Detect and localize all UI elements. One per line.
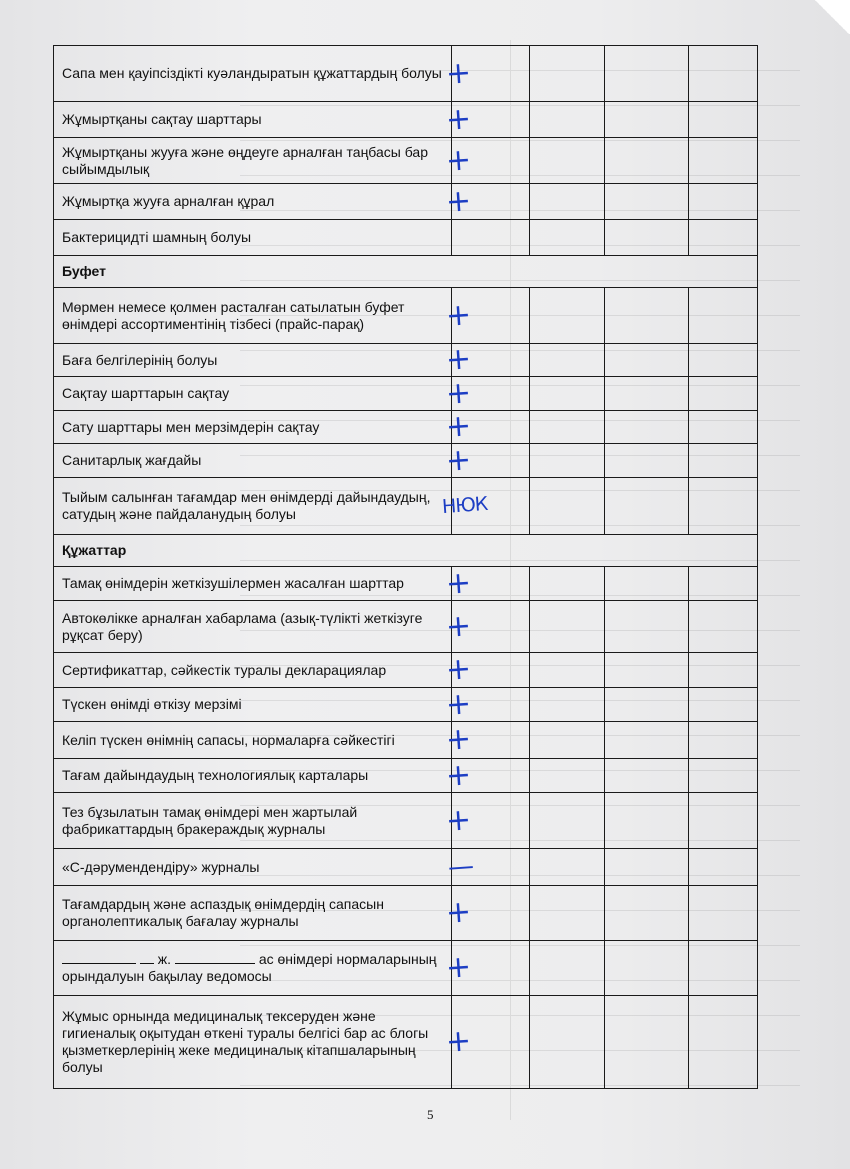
- section-header-row: [54, 535, 758, 567]
- row-label: Сату шарттары мен мерзімдерін сақтау: [54, 411, 452, 444]
- mark-cell: [452, 220, 530, 256]
- handwritten-mark: +: [444, 685, 473, 723]
- table-row: [54, 220, 758, 256]
- row-label: Жұмыртқа жууға арналған құрал: [54, 184, 452, 220]
- table-row: [54, 138, 758, 184]
- page-number: 5: [427, 1107, 434, 1122]
- section-header-row: [54, 256, 758, 288]
- blank-line: [175, 951, 255, 964]
- table-row: [54, 996, 758, 1089]
- table-row: [54, 849, 758, 886]
- table-row: [54, 102, 758, 138]
- mark-cell: [446, 849, 530, 886]
- row-label: Сақтау шарттарын сақтау: [54, 377, 452, 411]
- handwritten-mark: +: [444, 564, 473, 602]
- handwritten-mark: +: [444, 182, 473, 220]
- table-row: [54, 344, 758, 377]
- mark-cell: [444, 288, 530, 344]
- handwritten-mark: НЮК: [441, 492, 488, 519]
- folded-corner: [814, 0, 850, 34]
- handwritten-mark: +: [444, 296, 473, 334]
- row-label: Түскен өнімді өткізу мерзімі: [54, 688, 452, 722]
- row-label: Тез бұзылатын тамақ өнімдері мен жартылай фабрикаттардың бракераждық журналы: [54, 793, 452, 849]
- handwritten-mark: +: [444, 756, 473, 794]
- handwritten-mark: +: [444, 100, 473, 138]
- inspection-checklist-table: [53, 45, 758, 1089]
- mark-cell: [444, 46, 530, 102]
- row-label: [54, 941, 452, 996]
- mark-cell: [444, 756, 530, 794]
- mark-cell: [444, 564, 530, 602]
- blank-line: [140, 951, 154, 964]
- handwritten-mark: +: [444, 949, 473, 986]
- mark-cell: [444, 996, 530, 1089]
- row-label: Автокөлікке арналған хабарлама (азық-түлікті жеткізуге рұқсат беру): [54, 601, 452, 653]
- mark-cell: [444, 341, 530, 378]
- table-row: [54, 411, 758, 444]
- row-label: «С-дәрумендендіру» журналы: [54, 849, 452, 886]
- table-row: [54, 886, 758, 941]
- handwritten-mark: +: [444, 374, 473, 412]
- mark-cell: [444, 374, 530, 412]
- mark-cell: [444, 100, 530, 138]
- handwritten-mark: +: [444, 141, 473, 179]
- row-label: Жұмыртқаны сақтау шарттары: [54, 102, 452, 138]
- mark-cell: [441, 478, 530, 535]
- table-row: [54, 759, 758, 793]
- mark-cell: [444, 685, 530, 723]
- handwritten-mark: +: [444, 651, 473, 688]
- row-label: Тағам дайындаудың технологиялық карталары: [54, 759, 452, 793]
- table-row: [54, 688, 758, 722]
- table-row: [54, 377, 758, 411]
- handwritten-mark: +: [444, 801, 473, 839]
- table-row: [54, 653, 758, 688]
- mark-cell: [444, 721, 530, 759]
- handwritten-mark: +: [444, 54, 473, 92]
- table-row: [54, 478, 758, 535]
- row-label-part2: ас өнімдері нормаларының орындалуын бақылау ведомосы: [62, 951, 437, 984]
- handwritten-mark: —: [446, 851, 476, 883]
- handwritten-mark: +: [444, 894, 473, 931]
- mark-cell: [444, 182, 530, 220]
- table-row: [54, 567, 758, 601]
- table-row: [54, 46, 758, 102]
- handwritten-mark: +: [444, 341, 473, 378]
- mark-cell: [444, 601, 530, 653]
- table-row: [54, 941, 758, 996]
- section-title-bufet: Буфет: [54, 256, 758, 288]
- handwritten-mark: +: [444, 1023, 473, 1060]
- row-label: Сертификаттар, сәйкестік туралы декларациялар: [54, 653, 452, 688]
- table-row: [54, 288, 758, 344]
- mark-cell: [444, 886, 530, 941]
- row-label: Санитарлық жағдайы: [54, 444, 452, 478]
- row-label: Келіп түскен өнімнің сапасы, нормаларға сәйкестігі: [54, 722, 452, 759]
- table-row: [54, 722, 758, 759]
- row-label: Тағамдардың және аспаздық өнімдердің сапасын органолептикалық бағалау журналы: [54, 886, 452, 941]
- mark-cell: [444, 408, 530, 445]
- row-label: Тамақ өнімдерін жеткізушілермен жасалған шарттар: [54, 567, 452, 601]
- table-row: [54, 444, 758, 478]
- row-label: Сапа мен қауіпсіздікті куәландыратын құжаттардың болуы: [54, 46, 452, 102]
- blank-line: [62, 951, 136, 964]
- handwritten-mark: +: [444, 607, 473, 645]
- table-row: [54, 601, 758, 653]
- row-label: Тыйым салынған тағамдар мен өнімдерді дайындаудың, сатудың және пайдаланудың болуы: [54, 478, 452, 535]
- row-label-part1: ж.: [157, 951, 172, 967]
- mark-cell: [444, 793, 530, 849]
- table-row: [54, 184, 758, 220]
- table-row: [54, 793, 758, 849]
- row-label: Баға белгілерінің болуы: [54, 344, 452, 377]
- handwritten-mark: +: [444, 441, 473, 479]
- handwritten-mark: +: [444, 721, 473, 758]
- row-label: Мөрмен немесе қолмен расталған сатылатын буфет өнімдері ассортиментінің тізбесі (прайс-парақ): [54, 288, 452, 344]
- section-title-documents: Құжаттар: [54, 535, 758, 567]
- row-label: Жұмыс орнында медициналық тексеруден және гигиеналық оқытудан өткені туралы белгісі бар ас блогы қызметкерлерінің жеке медициналық кітапшаларының болуы: [54, 996, 452, 1089]
- mark-cell: [444, 941, 530, 996]
- mark-cell: [444, 138, 530, 184]
- mark-cell: [444, 441, 530, 479]
- handwritten-mark: +: [444, 408, 473, 445]
- mark-cell: [444, 651, 530, 688]
- row-label: Бактерицидті шамның болуы: [54, 220, 452, 256]
- row-label: Жұмыртқаны жууға және өңдеуге арналған таңбасы бар сыйымдылық: [54, 138, 452, 184]
